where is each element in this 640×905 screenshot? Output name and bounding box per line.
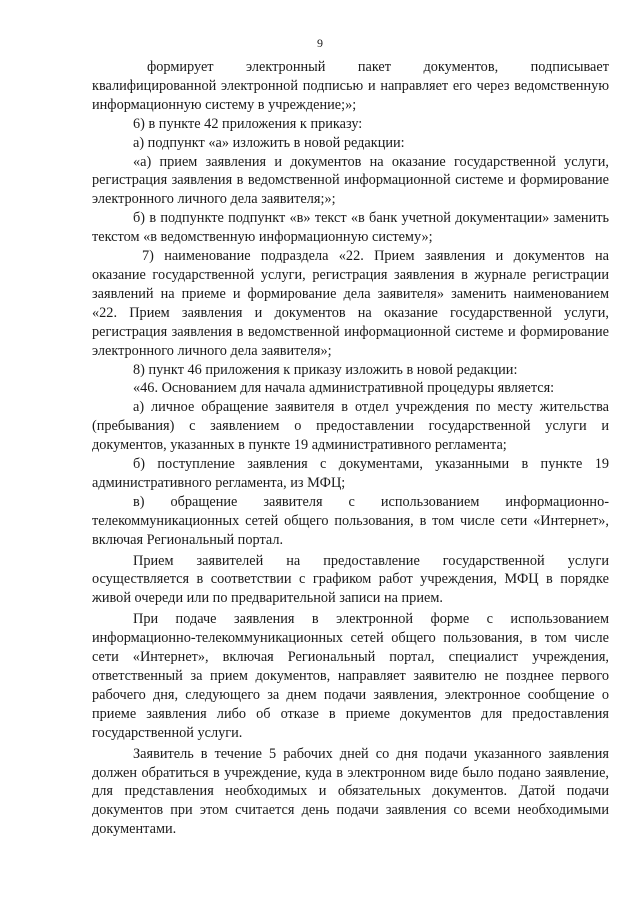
paragraph-reception: Прием заявителей на предоставление государственной услуги осуществляется в соответствии с графиком работ учреждения, МФЦ в порядке живой очереди или по предварительной записи на прием.: [92, 552, 609, 607]
paragraph-electronic-submission: При подаче заявления в электронной форме с использованием информационно-телекоммуникационных сетей общего пользования, в том числе сети «Интернет», включая Региональный портал, специалист учреждения, ответственный за прием документов, направляет заявителю не позднее первого рабочего дня, следующего за днем подачи заявления, электронное сообщение о приеме заявления либо об отказе в приеме документов для предоставления государственной услуги.: [92, 611, 609, 741]
paragraph-clause-46-v: в) обращение заявителя с использованием информационно-телекоммуникационных сетей общего пользования, в том числе сети «Интернет», включая Региональный портал.: [92, 493, 609, 548]
paragraph-clause-46: «46. Основанием для начала административной процедуры является:: [133, 380, 555, 397]
paragraph-subitem-b: б) в подпункте подпункт «в» текст «в банк учетной документации» заменить текстом «в ведомственную информационную систему»;: [92, 210, 609, 246]
paragraph-applicant-deadline: Заявитель в течение 5 рабочих дней со дня подачи указанного заявления должен обратиться в учреждение, куда в электронном виде было подано заявление, для представления необходимых и обязательных документов. Датой подачи документов при этом считается день подачи заявления со всеми необходимыми документами.: [92, 745, 609, 838]
document-body: [92, 58, 609, 839]
paragraph-clause-46-b: б) поступление заявления с документами, указанными в пункте 19 административного регламента, из МФЦ;: [92, 456, 609, 491]
paragraph-item-7: 7) наименование подраздела «22. Прием заявления и документов на оказание государственной услуги, регистрация заявления в журнале регистрации заявлений на приеме и формирование дела заявителя» заменить наименованием «22. Прием заявления и документов на оказание государственной услуги, регистрация заявления в ведомственной информационной системе и формирование электронного личного дела заявителя»;: [92, 248, 609, 359]
paragraph-item-6: 6) в пункте 42 приложения к приказу:: [133, 115, 363, 132]
paragraph-continuation: формирует электронный пакет документов, подписывает квалифицированной электронной подписью и направляет его через ведомственную информационную систему в учреждение;»;: [92, 59, 609, 113]
paragraph-item-8: 8) пункт 46 приложения к приказу изложить в новой редакции:: [133, 361, 518, 378]
paragraph-clause-46-a: а) личное обращение заявителя в отдел учреждения по месту жительства (пребывания) с заявлением о предоставлении государственной услуги и документов, указанных в пункте 19 административного регламента;: [92, 399, 609, 454]
paragraph-subitem-a: а) подпункт «а» изложить в новой редакции:: [133, 134, 405, 151]
page-number: 9: [317, 36, 323, 50]
paragraph-new-wording-a: «а) прием заявления и документов на оказание государственной услуги, регистрация заявления в ведомственной информационной системе и формирование электронного личного дела заявителя;»;: [92, 153, 609, 208]
